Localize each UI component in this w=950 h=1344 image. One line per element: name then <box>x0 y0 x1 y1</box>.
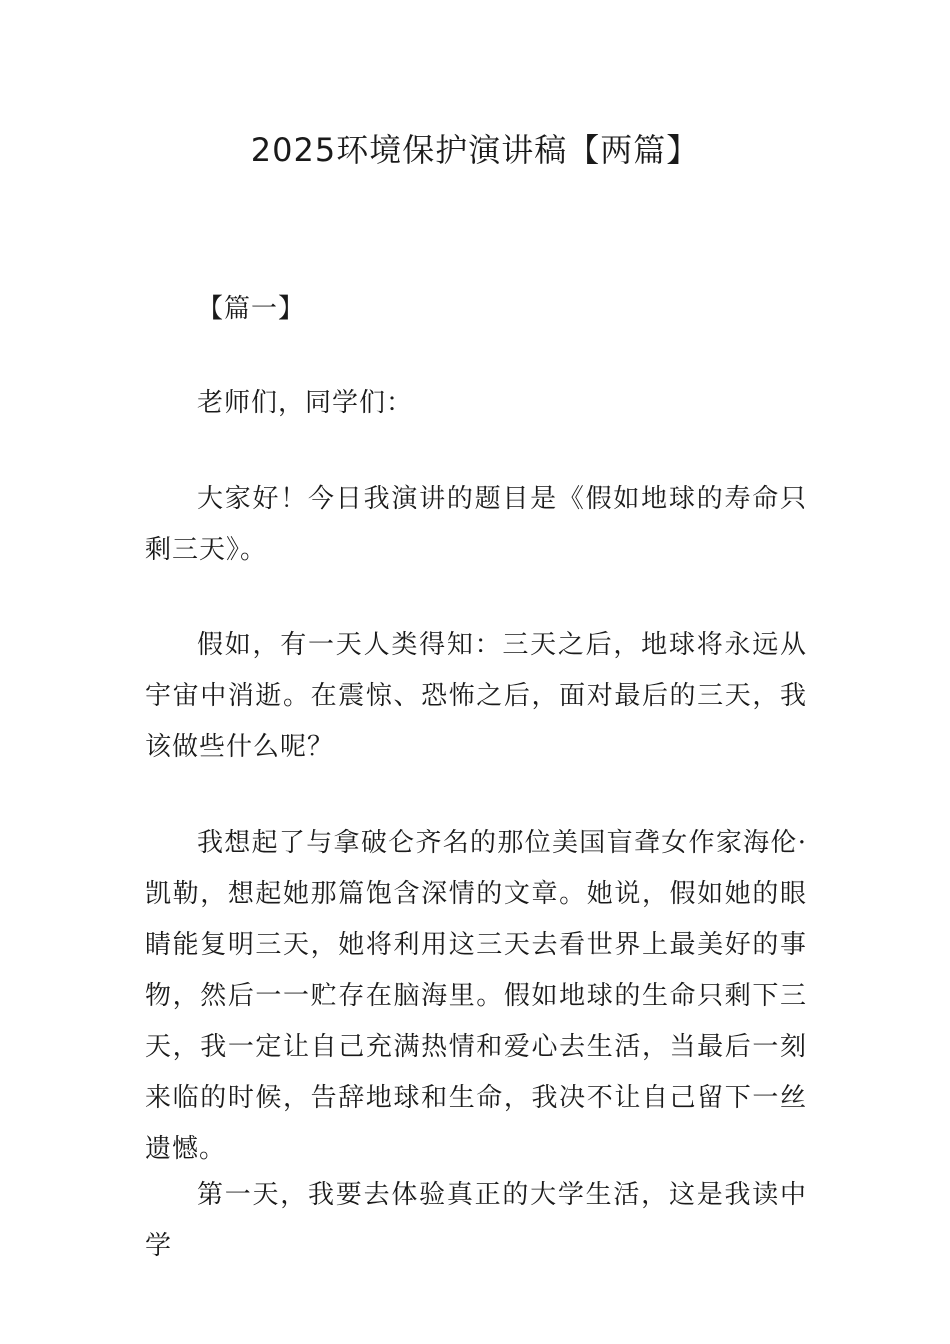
section-label: 【篇一】 <box>197 294 306 324</box>
greeting-line: 老师们，同学们： <box>197 388 414 418</box>
document-title: 2025环境保护演讲稿【两篇】 <box>250 131 700 169</box>
paragraph-1: 大家好！今日我演讲的题目是《假如地球的寿命只剩三天》。 <box>145 484 807 565</box>
paragraph-2: 假如，有一天人类得知：三天之后，地球将永远从宇宙中消逝。在震惊、恐怖之后，面对最后的三天，我该做些什么呢？ <box>145 630 807 762</box>
paragraph-3: 我想起了与拿破仑齐名的那位美国盲聋女作家海伦·凯勒，想起她那篇饱含深情的文章。她说，假如她的眼睛能复明三天，她将利用这三天去看世界上最美好的事物，然后一一贮存在脑海里。假如地球的生命只剩下三天，我一定让自己充满热情和爱心去生活，当最后一刻来临的时候，告辞地球和生命，我决不让自己留下一丝遗憾。 <box>145 828 807 1164</box>
paragraph-4: 第一天，我要去体验真正的大学生活，这是我读中学 <box>145 1180 807 1261</box>
